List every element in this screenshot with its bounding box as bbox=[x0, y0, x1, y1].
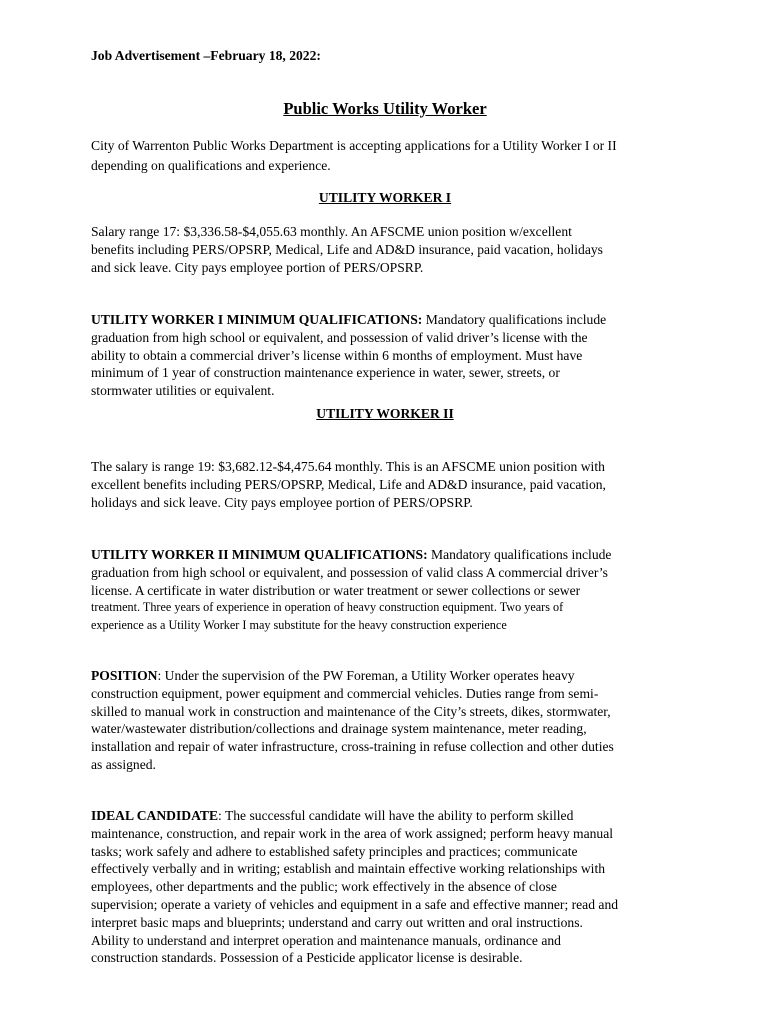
position-first-text: : Under the supervision of the PW Foreman, a Utility Worker operates heavy bbox=[157, 668, 575, 683]
ideal-line: supervision; operate a variety of vehicles and equipment in a safe and effective manner; read and bbox=[91, 896, 619, 912]
quals-first-text: Mandatory qualifications include bbox=[427, 547, 612, 562]
ideal-line: tasks; work safely and adhere to established safety principles and practices; communicate bbox=[91, 843, 578, 859]
utility-worker-1-heading: UTILITY WORKER I bbox=[318, 190, 452, 205]
ideal-line: employees, other departments and the public; work effectively in the absence of close bbox=[91, 879, 557, 895]
ideal-candidate-paragraph bbox=[91, 807, 691, 967]
ideal-line: Ability to understand and interpret operation and maintenance manuals, ordinance and bbox=[91, 932, 561, 948]
ideal-line: construction standards. Possession of a Pesticide applicator license is desirable. bbox=[91, 950, 523, 966]
intro-line: City of Warrenton Public Works Department is accepting applications for a Utility Worker I or II bbox=[91, 138, 617, 153]
salary-line: benefits including PERS/OPSRP, Medical, Life and AD&D insurance, paid vacation, holidays bbox=[91, 241, 603, 257]
salary-line: and sick leave. City pays employee portion of PERS/OPSRP. bbox=[91, 259, 424, 275]
position-label: POSITION bbox=[91, 668, 158, 683]
utility-worker-1-qualifications bbox=[91, 311, 691, 400]
ideal-first-line bbox=[91, 807, 691, 825]
intro-paragraph bbox=[91, 136, 691, 176]
salary-line: The salary is range 19: $3,682.12-$4,475.64 monthly. This is an AFSCME union position with bbox=[91, 459, 605, 474]
utility-worker-2-heading: UTILITY WORKER II bbox=[316, 406, 454, 421]
quals-line: stormwater utilities or equivalent. bbox=[91, 383, 275, 399]
salary-line: Salary range 17: $3,336.58-$4,055.63 monthly. An AFSCME union position w/excellent bbox=[91, 224, 572, 239]
utility-worker-2-qualifications bbox=[91, 546, 691, 635]
quals-first-line bbox=[91, 311, 691, 329]
ideal-line: maintenance, construction, and repair work in the area of work assigned; perform heavy manual bbox=[91, 825, 614, 841]
quals-line: minimum of 1 year of construction maintenance experience in water, sewer, streets, or bbox=[91, 365, 560, 381]
position-first-line bbox=[91, 667, 691, 685]
quals-line: graduation from high school or equivalent, and possession of valid driver’s license with the bbox=[91, 329, 588, 345]
quals-label: UTILITY WORKER II MINIMUM QUALIFICATIONS: bbox=[91, 547, 428, 562]
quals-first-line bbox=[91, 546, 691, 564]
utility-worker-2-salary bbox=[91, 458, 691, 511]
salary-line: holidays and sick leave. City pays employee portion of PERS/OPSRP. bbox=[91, 494, 473, 510]
quals-line: treatment. Three years of experience in operation of heavy construction equipment. Two years of bbox=[91, 600, 564, 615]
intro-line: depending on qualifications and experience. bbox=[91, 158, 331, 173]
quals-line: graduation from high school or equivalent, and possession of valid class A commercial driver’s bbox=[91, 564, 608, 580]
ideal-first-text: : The successful candidate will have the ability to perform skilled bbox=[218, 808, 574, 823]
ideal-line: effectively verbally and in writing; establish and maintain effective working relationships with bbox=[91, 861, 606, 877]
page-title: Public Works Utility Worker bbox=[283, 99, 487, 118]
position-line: construction equipment, power equipment and commercial vehicles. Duties range from semi- bbox=[91, 685, 599, 701]
position-line: installation and repair of water infrastructure, cross-training in refuse collection and other duties bbox=[91, 739, 614, 755]
quals-label: UTILITY WORKER I MINIMUM QUALIFICATIONS: bbox=[91, 312, 423, 327]
quals-line: ability to obtain a commercial driver’s license within 6 months of employment. Must have bbox=[91, 347, 583, 363]
ideal-candidate-label: IDEAL CANDIDATE bbox=[91, 808, 219, 823]
position-paragraph bbox=[91, 667, 691, 774]
advertisement-date-header: Job Advertisement –February 18, 2022: bbox=[91, 48, 321, 63]
position-line: as assigned. bbox=[91, 756, 156, 772]
quals-line: experience as a Utility Worker I may substitute for the heavy construction experience bbox=[91, 618, 507, 633]
quals-first-text: Mandatory qualifications include bbox=[422, 312, 607, 327]
quals-line: license. A certificate in water distribution or water treatment or sewer collections or sewer bbox=[91, 582, 581, 598]
position-line: water/wastewater distribution/collections and drainage system maintenance, meter reading, bbox=[91, 721, 587, 737]
utility-worker-1-salary bbox=[91, 223, 691, 276]
ideal-line: interpret basic maps and blueprints; understand and carry out written and oral instructions. bbox=[91, 914, 583, 930]
position-line: skilled to manual work in construction and maintenance of the City’s streets, dikes, stormwater, bbox=[91, 703, 611, 719]
salary-line: excellent benefits including PERS/OPSRP, Medical, Life and AD&D insurance, paid vacation, bbox=[91, 476, 606, 492]
